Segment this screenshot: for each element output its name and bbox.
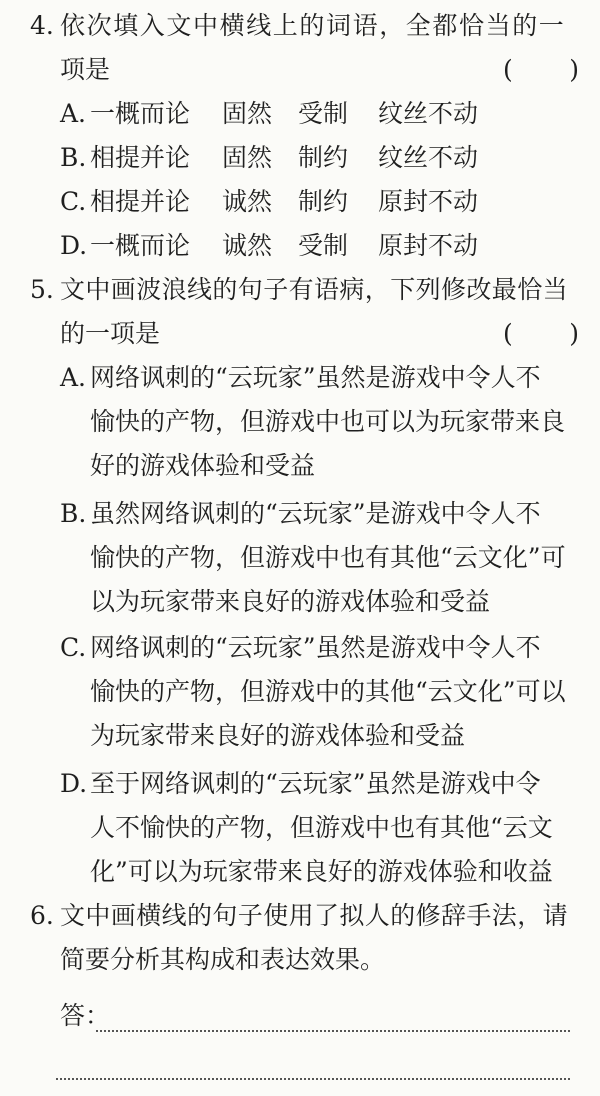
option-word: 一概而论 <box>90 231 191 260</box>
option-label: C. <box>60 633 87 662</box>
option-label: C. <box>60 187 87 216</box>
option-word: 一概而论 <box>90 99 191 128</box>
answer-line-1[interactable] <box>96 1030 570 1032</box>
option-text: 网络讽刺的“云玩家”虽然是游戏中令人不 <box>90 633 541 662</box>
option-word: 制约 <box>298 143 349 172</box>
q6-stem-line-2 <box>0 938 600 982</box>
option-label: D. <box>60 231 88 260</box>
q5-stem-line-2: 的一项是 ( ) <box>0 312 600 356</box>
q4-option-d[interactable] <box>0 224 600 268</box>
answer-line-2[interactable] <box>56 1078 570 1080</box>
option-word: 受制 <box>298 231 349 260</box>
q5-option-c[interactable] <box>0 626 600 670</box>
q6-stem-line-1 <box>0 894 600 938</box>
q5-option-d-cont <box>0 850 600 894</box>
q4-option-b[interactable] <box>0 136 600 180</box>
option-text: 化”可以为玩家带来良好的游戏体验和收益 <box>90 857 553 886</box>
option-label: D. <box>60 769 88 798</box>
q5-option-b[interactable] <box>0 492 600 536</box>
q5-option-d-cont <box>0 806 600 850</box>
q5-number: 5. <box>30 275 54 304</box>
q5-option-a-cont <box>0 444 600 488</box>
option-word: 固然 <box>222 99 273 128</box>
q6-stem-text-1: 文中画横线的句子使用了拟人的修辞手法，请 <box>60 901 569 930</box>
q6-number: 6. <box>30 901 54 930</box>
q5-option-b-cont <box>0 580 600 624</box>
answer-label: 答： <box>60 1001 111 1030</box>
q5-stem-line-1 <box>0 268 600 312</box>
option-word: 纹丝不动 <box>378 143 479 172</box>
q5-option-c-cont <box>0 714 600 758</box>
option-word: 固然 <box>222 143 273 172</box>
option-text: 以为玩家带来良好的游戏体验和受益 <box>90 587 491 616</box>
q6-stem-text-2: 简要分析其构成和表达效果。 <box>60 945 386 974</box>
option-word: 受制 <box>298 99 349 128</box>
q5-option-b-cont <box>0 536 600 580</box>
option-word: 相提并论 <box>90 143 191 172</box>
option-word: 相提并论 <box>90 187 191 216</box>
q5-option-a[interactable] <box>0 356 600 400</box>
q5-stem-text-2: 的一项是 <box>60 319 161 348</box>
option-word: 制约 <box>298 187 349 216</box>
option-word: 纹丝不动 <box>378 99 479 128</box>
option-text: 好的游戏体验和受益 <box>90 451 316 480</box>
q4-number: 4. <box>30 11 54 40</box>
option-text: 人不愉快的产物，但游戏中也有其他“云文 <box>90 813 553 842</box>
option-text: 愉快的产物，但游戏中的其他“云文化”可以 <box>90 677 566 706</box>
option-word: 原封不动 <box>378 187 479 216</box>
q4-option-a[interactable] <box>0 92 600 136</box>
q4-stem-text-2: 项是 <box>60 55 111 84</box>
option-word: 诚然 <box>222 231 273 260</box>
option-label: A. <box>60 363 87 392</box>
option-word: 诚然 <box>222 187 273 216</box>
q4-option-c[interactable] <box>0 180 600 224</box>
option-text: 至于网络讽刺的“云玩家”虽然是游戏中令 <box>90 769 541 798</box>
option-word: 原封不动 <box>378 231 479 260</box>
q5-stem-text-1: 文中画波浪线的句子有语病，下列修改最恰当 <box>60 275 569 304</box>
option-label: B. <box>60 499 87 528</box>
q5-option-d[interactable] <box>0 762 600 806</box>
option-label: B. <box>60 143 87 172</box>
q4-stem-line-2: 项是 ( ) <box>0 48 600 92</box>
q5-option-c-cont <box>0 670 600 714</box>
option-label: A. <box>60 99 87 128</box>
option-text: 网络讽刺的“云玩家”虽然是游戏中令人不 <box>90 363 541 392</box>
q5-option-a-cont <box>0 400 600 444</box>
q4-stem-line-1 <box>0 4 600 48</box>
option-text: 愉快的产物，但游戏中也可以为玩家带来良 <box>90 407 566 436</box>
option-text: 愉快的产物，但游戏中也有其他“云文化”可 <box>90 543 566 572</box>
option-text: 为玩家带来良好的游戏体验和受益 <box>90 721 466 750</box>
option-text: 虽然网络讽刺的“云玩家”是游戏中令人不 <box>90 499 541 528</box>
q4-stem-text-1: 依次填入文中横线上的词语，全都恰当的一 <box>60 11 566 40</box>
